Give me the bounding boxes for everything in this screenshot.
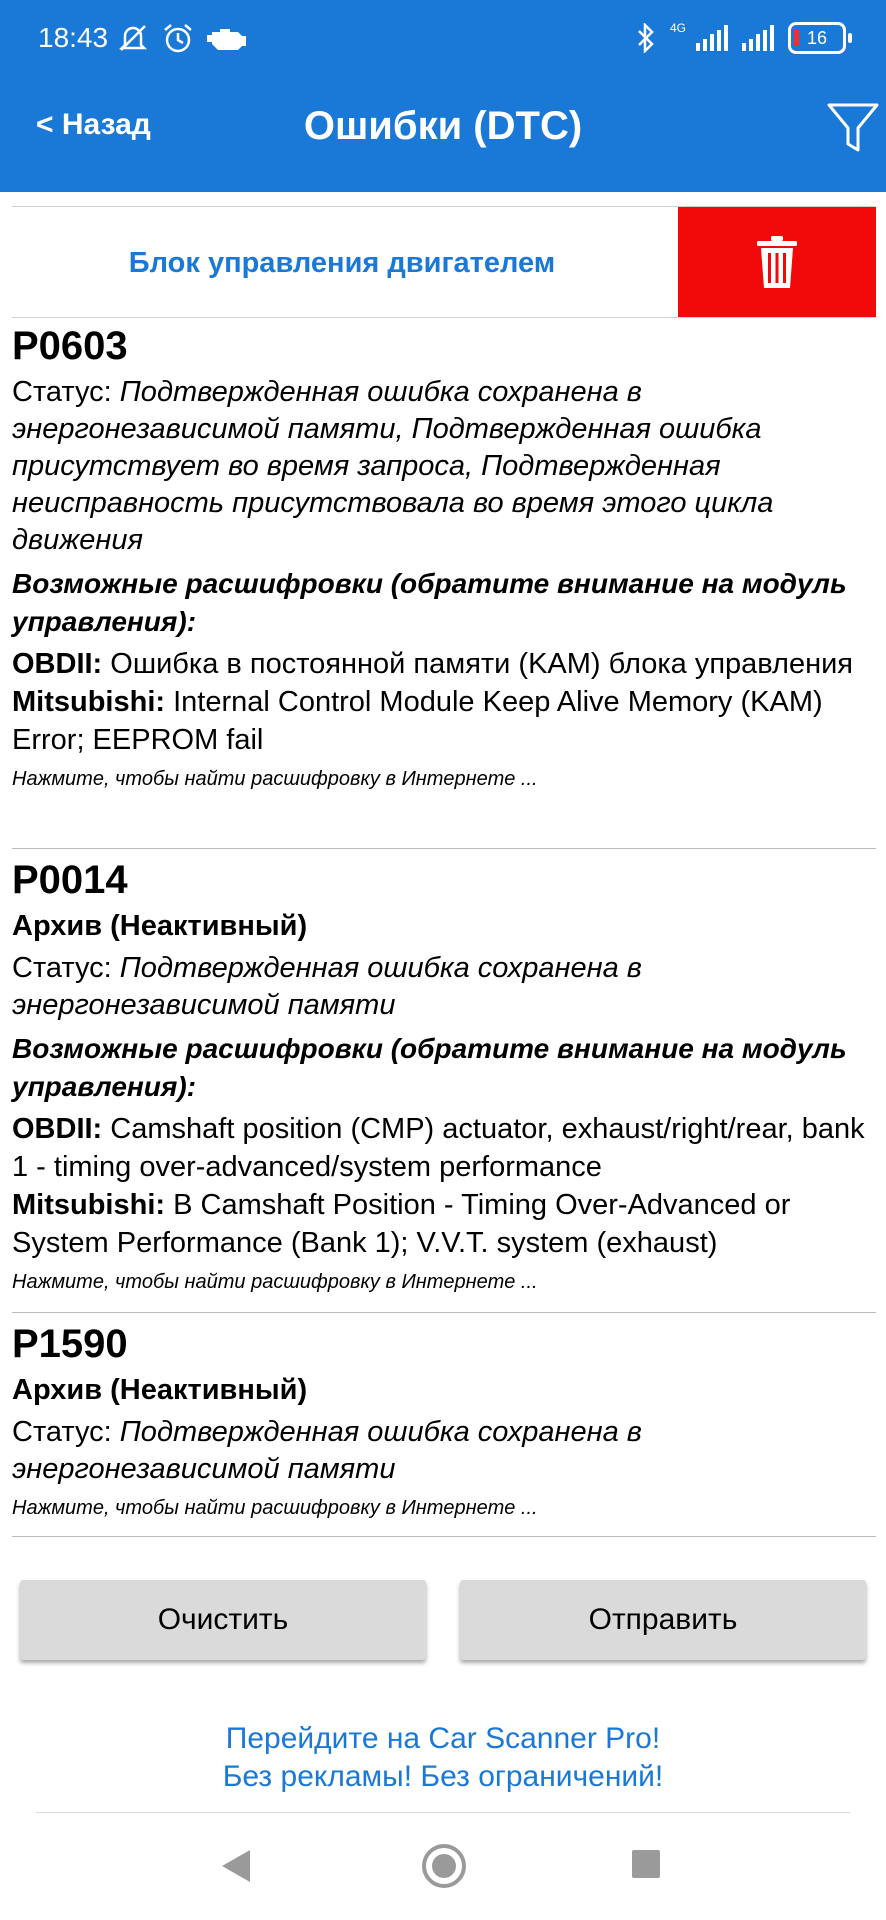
- decode-obdii: [12, 645, 876, 683]
- dtc-code: P0603: [12, 324, 128, 368]
- page-title: Ошибки (DTC): [303, 104, 583, 148]
- status-bar: [0, 0, 886, 80]
- check-engine-icon: [206, 24, 250, 52]
- decode-source: OBDII:: [12, 648, 103, 680]
- promo-line-1: Перейдите на Car Scanner Pro!: [225, 1722, 661, 1755]
- dtc-code: P0014: [12, 858, 128, 902]
- decode-mitsubishi: [12, 1186, 876, 1262]
- dtc-code: P1590: [12, 1322, 128, 1366]
- decode-text: Camshaft position (CMP) actuator, exhaust/right/rear, bank 1 - timing over-advanced/system performance: [12, 1113, 865, 1183]
- search-online-link[interactable]: Нажмите, чтобы найти расшифровку в Интернете ...: [12, 1271, 538, 1293]
- status-text: Подтвержденная ошибка сохранена в энергонезависимой памяти, Подтвержденная ошибка присутствует во время запроса, Подтвержденная неисправность присутствовала во время этого цикла движения: [12, 376, 774, 556]
- decode-text: Internal Control Module Keep Alive Memory (KAM) Error; EEPROM fail: [12, 686, 823, 756]
- divider: [36, 1812, 850, 1813]
- dtc-status: [12, 1414, 876, 1488]
- dtc-status: [12, 950, 876, 1024]
- decode-heading: Возможные расшифровки (обратите внимание на модуль управления):: [12, 568, 847, 637]
- divider: [12, 1536, 876, 1537]
- promo-line-2: Без рекламы! Без ограничений!: [222, 1760, 664, 1793]
- nav-back-icon[interactable]: [222, 1850, 250, 1882]
- decode-source: Mitsubishi:: [12, 1189, 166, 1221]
- dtc-item[interactable]: [12, 856, 876, 1296]
- battery-icon: [788, 22, 846, 54]
- nav-home-icon[interactable]: [422, 1844, 466, 1888]
- notifications-off-icon: [116, 23, 150, 53]
- archive-label: Архив (Неактивный): [12, 910, 308, 942]
- search-online-link[interactable]: Нажмите, чтобы найти расшифровку в Интернете ...: [12, 1497, 538, 1519]
- status-prefix: Статус:: [12, 376, 112, 408]
- status-prefix: Статус:: [12, 952, 112, 984]
- dtc-item[interactable]: [12, 1320, 876, 1522]
- decode-text: Ошибка в постоянной памяти (KAM) блока управления: [110, 648, 854, 680]
- status-icons-left: [116, 22, 250, 54]
- decode-source: OBDII:: [12, 1113, 103, 1145]
- network-type: 4G: [669, 21, 686, 35]
- decode-source: Mitsubishi:: [12, 686, 166, 718]
- dtc-item[interactable]: [12, 322, 876, 793]
- bluetooth-icon: [636, 23, 656, 53]
- decode-obdii: [12, 1110, 876, 1186]
- status-prefix: Статус:: [12, 1416, 112, 1448]
- divider: [12, 1312, 876, 1313]
- filter-icon[interactable]: [826, 100, 880, 156]
- signal-icon: [696, 25, 728, 51]
- delete-button[interactable]: [678, 207, 876, 317]
- clear-button[interactable]: Очистить: [20, 1580, 426, 1660]
- promo-link[interactable]: [0, 1720, 886, 1796]
- trash-icon: [755, 234, 799, 290]
- battery-level: 16: [806, 28, 828, 48]
- app-bar: [0, 0, 886, 192]
- status-icons-right: [636, 22, 846, 54]
- dtc-status: [12, 374, 876, 559]
- ecu-row: [12, 206, 876, 318]
- signal-icon-2: [742, 25, 774, 51]
- send-button[interactable]: Отправить: [460, 1580, 866, 1660]
- status-text: Подтвержденная ошибка сохранена в энергонезависимой памяти: [12, 1416, 642, 1485]
- system-nav-bar: [0, 1830, 886, 1900]
- decode-mitsubishi: [12, 683, 876, 759]
- decode-text: B Camshaft Position - Timing Over-Advanced or System Performance (Bank 1); V.V.T. system (exhaust): [12, 1189, 791, 1259]
- archive-label: Архив (Неактивный): [12, 1374, 308, 1406]
- divider: [12, 848, 876, 849]
- alarm-icon: [162, 22, 194, 54]
- decode-heading: Возможные расшифровки (обратите внимание на модуль управления):: [12, 1033, 847, 1102]
- status-time: 18:43: [38, 22, 109, 53]
- ecu-label[interactable]: Блок управления двигателем: [128, 247, 556, 279]
- search-online-link[interactable]: Нажмите, чтобы найти расшифровку в Интернете ...: [12, 768, 538, 790]
- back-button[interactable]: < Назад: [36, 108, 151, 141]
- status-text: Подтвержденная ошибка сохранена в энергонезависимой памяти: [12, 952, 642, 1021]
- nav-recents-icon[interactable]: [632, 1850, 660, 1878]
